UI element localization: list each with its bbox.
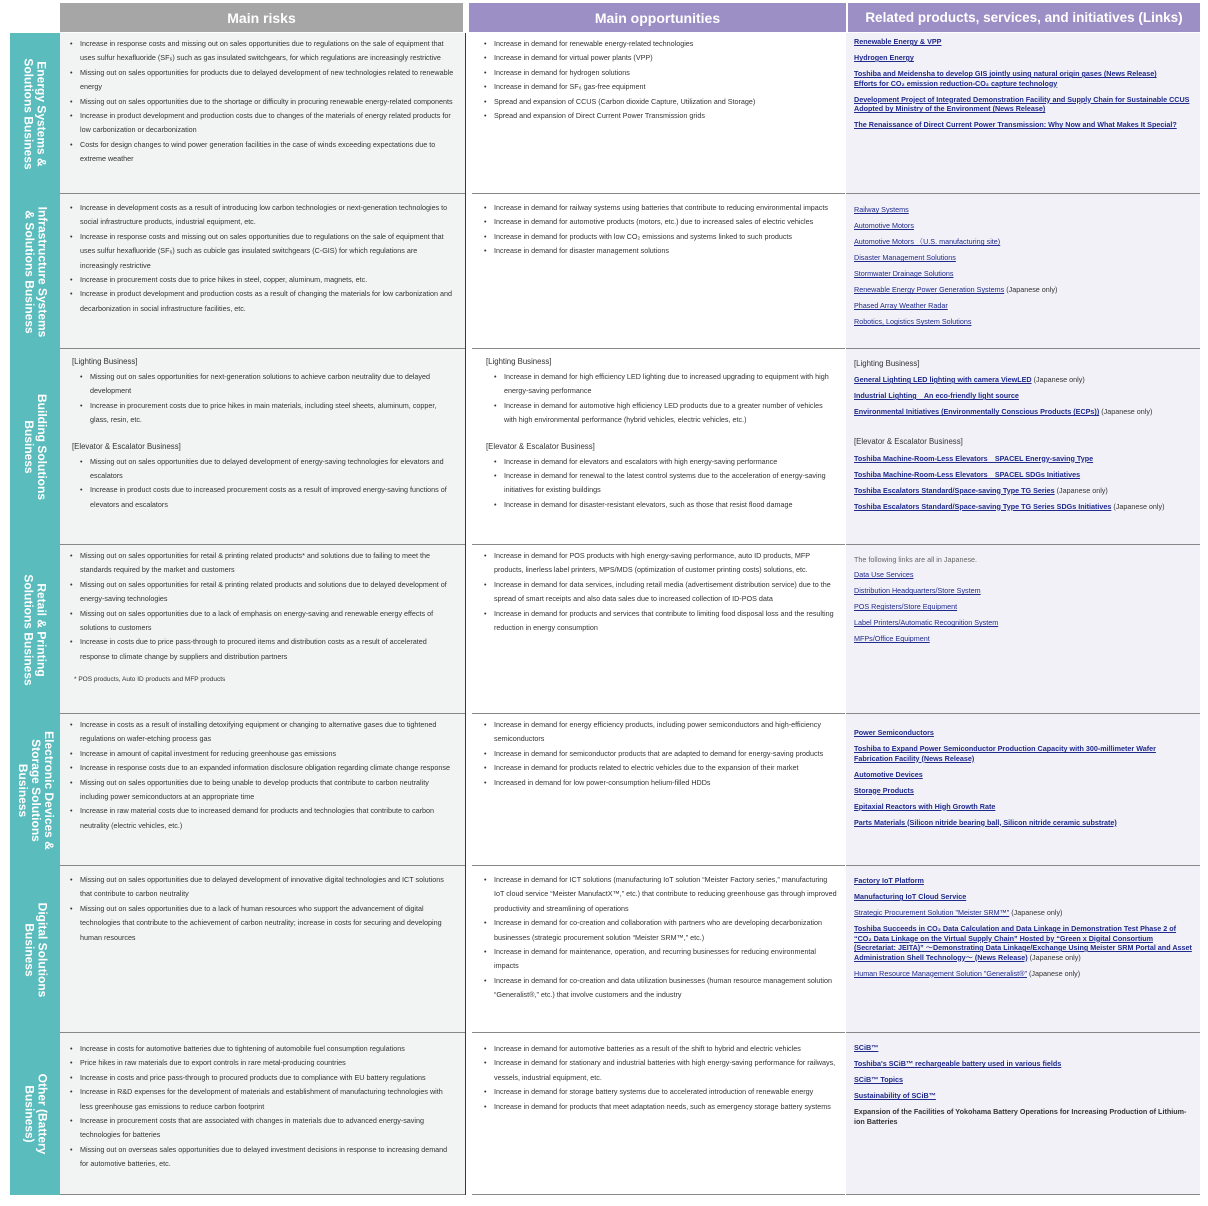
list-item: • Increase in demand for POS products with high energy-saving performance, auto ID products, MFP products, linerless label printers, MPS/MDS (optimization of customer printing costs) solutions, etc.: [484, 549, 837, 578]
link-distribution-hq[interactable]: Distribution Headquarters/Store System: [854, 586, 981, 595]
risks-list: [70, 370, 457, 428]
link-phased-array-radar[interactable]: Phased Array Weather Radar: [854, 301, 948, 310]
row-label: [10, 194, 60, 349]
list-item: • Increase in demand for renewal to the latest control systems due to the acceleration of energy-saving initiatives for existing buildings: [494, 469, 837, 498]
opportunities-list: [484, 549, 837, 635]
links-cell: [846, 194, 1200, 349]
list-item: • Increase in costs and price pass-through to procured products due to compliance with EU battery regulations: [70, 1071, 457, 1085]
list-item: • Increase in development costs as a result of introducing low carbon technologies or next-generation technologies to social infrastructure products, industrial equipment, etc.: [70, 201, 457, 230]
row-label: [10, 349, 60, 545]
risks-list: [70, 873, 457, 945]
list-item: • Increase in demand for products that meet adaptation needs, such as emergency storage battery systems: [484, 1100, 837, 1114]
opportunities-cell: [472, 33, 845, 194]
row-label-text: Infrastructure Systems & Solutions Business: [22, 206, 49, 337]
group-title: [Elevator & Escalator Business]: [854, 436, 963, 446]
list-item: • Increase in demand for disaster management solutions: [484, 244, 837, 258]
link-hydrogen-energy[interactable]: Hydrogen Energy: [854, 53, 914, 62]
links-cell: [846, 866, 1200, 1033]
risks-cell: [60, 33, 465, 194]
opportunities-list: [484, 718, 837, 790]
link-factory-iot[interactable]: Factory IoT Platform: [854, 876, 924, 885]
list-item: • Increase in costs as a result of installing detoxifying equipment or changing to alternative gases due to tightened regulations on wafer-etching process gas: [70, 718, 457, 747]
risks-cell: [60, 349, 465, 545]
links-list: [854, 876, 1192, 978]
footnote: * POS products, Auto ID products and MFP products: [74, 676, 226, 684]
row-digital-solutions: [10, 866, 1200, 1033]
group-title: [Elevator & Escalator Business]: [486, 441, 595, 451]
link-renewable-power-generation[interactable]: Renewable Energy Power Generation Systems: [854, 285, 1005, 294]
link-power-semiconductors[interactable]: Power Semiconductors: [854, 728, 934, 737]
link-data-use-services[interactable]: Data Use Services: [854, 570, 914, 579]
link-industrial-lighting[interactable]: Industrial Lighting An eco-friendly light source: [854, 391, 1019, 400]
list-item: • Missing out on sales opportunities due to delayed development of innovative digital technologies and ICT solutions that contribute to carbon neutrality: [70, 873, 457, 902]
links-list: [854, 570, 1192, 644]
link-escalators-tg-sdgs[interactable]: Toshiba Escalators Standard/Space-saving Type TG Series SDGs Initiatives: [854, 501, 1112, 511]
links-cell: [846, 1033, 1200, 1195]
row-label: [10, 866, 60, 1033]
row-label: [10, 545, 60, 714]
list-item: • Costs for design changes to wind power generation facilities in the case of winds exceeding expectations due to extreme weather: [70, 138, 457, 167]
opportunities-list: [484, 873, 837, 1003]
links-cell: [846, 714, 1200, 866]
list-item: • Increase in demand for maintenance, operation, and recurring businesses for reducing environmental impacts: [484, 945, 837, 974]
japanese-only-note: (Japanese only): [1009, 908, 1063, 917]
link-scib-sustainability[interactable]: Sustainability of SCiB™: [854, 1091, 936, 1100]
group-title: [Lighting Business]: [72, 357, 138, 366]
risks-cell: [60, 545, 465, 714]
list-item: • Increase in product costs due to increased procurement costs as a result of improved energy-saving functions of elevators and escalators: [80, 483, 457, 512]
header-main-risks: Main risks: [60, 3, 463, 32]
link-epitaxial-reactors[interactable]: Epitaxial Reactors with High Growth Rate: [854, 801, 996, 811]
link-scib[interactable]: SCiB™: [854, 1043, 879, 1052]
row-label-text: Electronic Devices & Storage Solutions Business: [15, 730, 56, 850]
list-item: • Price hikes in raw materials due to export controls in rare metal-producing countries: [70, 1056, 457, 1070]
link-automotive-motors-us[interactable]: Automotive Motors （U.S. manufacturing site): [854, 237, 1001, 246]
list-item: • Increase in demand for railway systems using batteries that contribute to reducing environmental impacts: [484, 201, 837, 215]
risks-list: [70, 455, 457, 513]
link-pos-registers[interactable]: POS Registers/Store Equipment: [854, 602, 958, 611]
row-label-text: Building Solutions Business: [22, 394, 50, 500]
row-label-text: Retail & Printing Solutions Business: [22, 573, 50, 686]
list-item: • Increase in costs due to price pass-through to procured items and distribution costs as a result of accelerated response to climate change by suppliers and distribution partners: [70, 635, 457, 664]
list-item: • Increase in raw material costs due to increased demand for products and technologies that contribute to carbon neutrality (electric vehicles, etc.): [70, 804, 457, 833]
row-energy-systems: [10, 33, 1200, 194]
list-item: • Increase in demand for hydrogen solutions: [484, 66, 837, 80]
list-item: • Increase in procurement costs due to price hikes in steel, copper, aluminum, magnets, etc.: [70, 273, 457, 287]
list-item: • Increase in demand for SF₆ gas-free equipment: [484, 80, 837, 94]
link-disaster-management[interactable]: Disaster Management Solutions: [854, 253, 956, 262]
japanese-only-note: (Japanese only): [1099, 407, 1153, 416]
list-item: • Spread and expansion of CCUS (Carbon dioxide Capture, Utilization and Storage): [484, 95, 837, 109]
list-item: • Increase in demand for products with low CO₂ emissions and systems linked to such products: [484, 230, 837, 244]
link-mfps[interactable]: MFPs/Office Equipment: [854, 634, 930, 643]
opportunities-list: [484, 201, 837, 259]
risks-list: [70, 718, 457, 833]
list-item: • Increase in demand for products and services that contribute to limiting food disposal loss and the resulting reduction in energy consumption: [484, 607, 837, 636]
opportunities-cell: [472, 866, 845, 1033]
list-item: • Increase in demand for co-creation and collaboration with partners who are developing decarbonization businesses (strategic procurement solution “Meister SRM™,” etc.): [484, 916, 837, 945]
links-list: [854, 375, 1192, 417]
link-escalators-tg-series[interactable]: Toshiba Escalators Standard/Space-saving Type TG Series: [854, 485, 1055, 495]
row-label: [10, 714, 60, 866]
row-label-text: Other (Battery Business): [22, 1073, 49, 1155]
link-manufacturing-iot-cloud[interactable]: Manufacturing IoT Cloud Service: [854, 892, 967, 901]
link-stormwater-drainage[interactable]: Stormwater Drainage Solutions: [854, 269, 954, 278]
risks-cell: [60, 1033, 465, 1195]
link-environmental-initiatives[interactable]: Environmental Initiatives (Environmentally Conscious Products (ECPs)): [854, 407, 1100, 416]
link-direct-current-transmission[interactable]: The Renaissance of Direct Current Power Transmission: Why Now and What Makes It Special?: [854, 120, 1177, 129]
list-item: • Increase in amount of capital investment for reducing greenhouse gas emissions: [70, 747, 457, 761]
list-item: • Increase in demand for automotive high efficiency LED products due to a greater number of vehicles with high environmental performance (hybrid vehicles, electric vehicles, etc.): [494, 399, 837, 428]
risks-cell: [60, 714, 465, 866]
row-label: [10, 33, 60, 194]
link-gis-natural-gases[interactable]: Toshiba and Meidensha to develop GIS jointly using natural origin gases (News Release) Efforts for CO₂ emission reduction-CO₂ capture technology: [854, 69, 1157, 88]
list-item: • Increase in demand for virtual power plants (VPP): [484, 51, 837, 65]
link-300mm-wafer-facility[interactable]: Toshiba to Expand Power Semiconductor Production Capacity with 300-millimeter Wafer Fabrication Facility (News Release): [854, 744, 1156, 763]
row-infrastructure-systems: [10, 194, 1200, 349]
list-item: • Spread and expansion of Direct Current Power Transmission grids: [484, 109, 837, 123]
japanese-links-note: The following links are all in Japanese.: [854, 555, 978, 564]
opportunities-cell: [472, 1033, 845, 1195]
links-cell: [846, 349, 1200, 545]
list-item: • Increase in response costs due to an expanded information disclosure obligation regarding climate change response: [70, 761, 457, 775]
links-list: [854, 728, 1192, 827]
link-meister-srm[interactable]: Strategic Procurement Solution "Meister SRM™": [854, 908, 1010, 917]
links-list: [854, 37, 1192, 130]
links-cell: [846, 545, 1200, 714]
opportunities-list: [484, 455, 837, 513]
japanese-only-note: (Japanese only): [1027, 952, 1081, 962]
list-item: • Increase in demand for elevators and escalators with high energy-saving performance: [494, 455, 837, 469]
header-main-opportunities: Main opportunities: [469, 3, 846, 32]
list-item: • Increase in demand for storage battery systems due to accelerated introduction of renewable energy: [484, 1085, 837, 1099]
link-scib-various-fields[interactable]: Toshiba's SCiB™ rechargeable battery used in various fields: [854, 1059, 1062, 1068]
link-spacel-energy-saving[interactable]: Toshiba Machine-Room-Less Elevators SPACEL Energy-saving Type: [854, 453, 1094, 463]
row-other-battery: [10, 1033, 1200, 1195]
group-title: [Lighting Business]: [854, 359, 920, 368]
list-item: • Increase in demand for automotive batteries as a result of the shift to hybrid and electric vehicles: [484, 1042, 837, 1056]
list-item: • Increase in costs for automotive batteries due to tightening of automobile fuel consumption regulations: [70, 1042, 457, 1056]
list-item: • Missing out on sales opportunities due to being unable to develop products that contribute to carbon neutrality including power semiconductors at an appropriate time: [70, 776, 457, 805]
row-label-text: Digital Solutions Business: [22, 902, 50, 997]
list-item: • Increase in procurement costs due to price hikes in main materials, including steel sheets, aluminum, copper, glass, resin, etc.: [80, 399, 457, 428]
list-item: • Missing out on sales opportunities for next-generation solutions to achieve carbon neutrality due to delayed development: [80, 370, 457, 399]
opportunities-cell: [472, 194, 845, 349]
risks-cell: [60, 194, 465, 349]
link-parts-materials[interactable]: Parts Materials (Silicon nitride bearing ball, Silicon nitride ceramic substrate): [854, 817, 1117, 827]
risks-list: [70, 201, 457, 316]
links-list: [854, 205, 1192, 327]
list-item: • Increase in procurement costs that are associated with changes in materials due to advanced energy-saving technologies for batteries: [70, 1114, 457, 1143]
list-item: • Increase in demand for semiconductor products that are adapted to demand for energy-saving products: [484, 747, 837, 761]
link-co2-data-linkage[interactable]: Toshiba Succeeds in CO₂ Data Calculation and Data Linkage in Demonstration Test Phase 2 of “CO₂ Data Linkage on the Virtual Supply Chain” Hosted by “Green x Digital Consortium (Secretariat: JEITA)” ～Demonstrating Data Linkage/Exchange Using Meister SRM Portal and Asset Administration Shell Technology～ (News Release): [854, 924, 1192, 962]
opportunities-list: [484, 37, 837, 123]
risks-cell: [60, 866, 465, 1033]
opportunities-list: [484, 370, 837, 428]
risks-list: [70, 1042, 457, 1172]
link-storage-products[interactable]: Storage Products: [854, 785, 914, 795]
list-item: • Missing out on sales opportunities due to delayed development of energy-saving technologies for elevators and escalators: [80, 455, 457, 484]
list-item: • Increase in demand for renewable energy-related technologies: [484, 37, 837, 51]
risks-list: [70, 549, 457, 664]
list-item: • Increase in demand for high efficiency LED lighting due to increased upgrading to equipment with high energy-saving performance: [494, 370, 837, 399]
list-item: • Increase in demand for disaster-resistant elevators, such as those that resist flood damage: [494, 498, 837, 512]
row-label: [10, 1033, 60, 1195]
row-building-solutions: [10, 349, 1200, 545]
yokohama-expansion-text: Expansion of the Facilities of Yokohama Battery Operations for Increasing Production of Lithium-ion Batteries: [854, 1107, 1187, 1126]
list-item: • Increased in demand for low power-consumption helium-filled HDDs: [484, 776, 837, 790]
list-item: • Increase in response costs and missing out on sales opportunities due to regulations on the sale of equipment that uses sulfur hexafluoride (SF₆) such as cubicle gas insulated switchgears (C-GIS) for which regulations are increasingly restrictive: [70, 230, 457, 273]
list-item: • Missing out on sales opportunities due to the shortage or difficulty in procuring renewable energy-related components: [70, 95, 457, 109]
list-item: • Missing out on overseas sales opportunities due to delayed investment decisions in response to increasing demand for automotive batteries, etc.: [70, 1143, 457, 1172]
list-item: • Missing out on sales opportunities due to a lack of human resources who support the advancement of digital technologies that contribute to the achievement of carbon neutrality; increase in costs for securing and developing human resources: [70, 902, 457, 945]
list-item: • Increase in R&D expenses for the development of materials and establishment of manufacturing technologies with less greenhouse gas emissions to reduce carbon footprint: [70, 1085, 457, 1114]
row-retail-printing: [10, 545, 1200, 714]
opportunities-cell: [472, 349, 845, 545]
link-generalist[interactable]: Human Resource Management Solution "Generalist®": [854, 968, 1028, 978]
risks-list: [70, 37, 457, 167]
header-related-links: Related products, services, and initiatives (Links): [848, 3, 1200, 32]
list-item: • Increase in demand for data services, including retail media (advertisement distribution service) due to the spread of smart receipts and also data sales due to increased collection of ID-POS data: [484, 578, 837, 607]
list-item: • Increase in demand for products related to electric vehicles due to the expansion of their market: [484, 761, 837, 775]
opportunities-list: [484, 1042, 837, 1114]
list-item: • Increase in product development and production costs as a result of changing the materials for low carbonization and decarbonization in social infrastructure facilities, etc.: [70, 287, 457, 316]
links-list: [854, 1043, 1192, 1101]
japanese-only-note: (Japanese only): [1111, 501, 1165, 511]
japanese-only-note: (Japanese only): [1031, 375, 1085, 384]
link-robotics-logistics[interactable]: Robotics, Logistics System Solutions: [854, 317, 972, 326]
list-item: • Increase in demand for automotive products (motors, etc.) due to increased sales of electric vehicles: [484, 215, 837, 229]
link-spacel-sdgs[interactable]: Toshiba Machine-Room-Less Elevators SPACEL SDGs Initiatives: [854, 469, 1081, 479]
japanese-only-note: (Japanese only): [1054, 485, 1108, 495]
row-electronic-devices: [10, 714, 1200, 866]
link-automotive-devices[interactable]: Automotive Devices: [854, 769, 923, 779]
list-item: • Increase in demand for co-creation and data utilization businesses (human resource management solution “Generalist®,” etc.) that involve customers and the industry: [484, 974, 837, 1003]
link-renewable-energy-vpp[interactable]: Renewable Energy & VPP: [854, 37, 942, 46]
list-item: • Missing out on sales opportunities for products due to delayed development of new technologies related to renewable energy: [70, 66, 457, 95]
list-item: • Missing out on sales opportunities due to a lack of emphasis on energy-saving and renewable energy effects of solutions to customers: [70, 607, 457, 636]
japanese-only-note: (Japanese only): [1004, 285, 1058, 294]
link-automotive-motors[interactable]: Automotive Motors: [854, 221, 914, 230]
link-scib-topics[interactable]: SCiB™ Topics: [854, 1075, 903, 1084]
list-item: • Increase in demand for stationary and industrial batteries with high energy-saving performance for railways, vessels, industrial equipment, etc.: [484, 1056, 837, 1085]
list-item: • Increase in product development and production costs due to changes of the materials of energy related products for low carbonization or decarbonization: [70, 109, 457, 138]
list-item: • Missing out on sales opportunities for retail & printing related products* and solutions due to failing to meet the standards required by the market and customers: [70, 549, 457, 578]
row-label-text: Energy Systems & Solutions Business: [22, 57, 50, 170]
links-list: [854, 454, 1192, 512]
list-item: • Increase in response costs and missing out on sales opportunities due to regulations on the sale of equipment that uses sulfur hexafluoride (SF₆) such as gas insulated switchgears, for which regulations are increasingly restrictive: [70, 37, 457, 66]
list-item: • Increase in demand for energy efficiency products, including power semiconductors and high-efficiency semiconductors: [484, 718, 837, 747]
link-railway-systems[interactable]: Railway Systems: [854, 205, 909, 214]
link-general-lighting-viewled[interactable]: General Lighting LED lighting with camera ViewLED: [854, 375, 1032, 384]
link-label-printers[interactable]: Label Printers/Automatic Recognition System: [854, 618, 999, 627]
links-cell: [846, 33, 1200, 194]
link-ccus-project[interactable]: Development Project of Integrated Demonstration Facility and Supply Chain for Sustainable CCUS Adopted by Ministry of the Environment (News Release): [854, 94, 1190, 113]
group-title: [Elevator & Escalator Business]: [72, 441, 181, 451]
opportunities-cell: [472, 714, 845, 866]
japanese-only-note: (Japanese only): [1027, 968, 1081, 978]
list-item: • Missing out on sales opportunities for retail & printing related products and solutions due to delayed development of energy-saving technologies: [70, 578, 457, 607]
opportunities-cell: [472, 545, 845, 714]
list-item: • Increase in demand for ICT solutions (manufacturing IoT solution “Meister Factory series,” manufacturing IoT cloud service “Meister ManufactX™,” etc.) that contribute to reducing greenhouse gas through improved productivity and streamlining of operations: [484, 873, 837, 916]
group-title: [Lighting Business]: [486, 357, 552, 366]
